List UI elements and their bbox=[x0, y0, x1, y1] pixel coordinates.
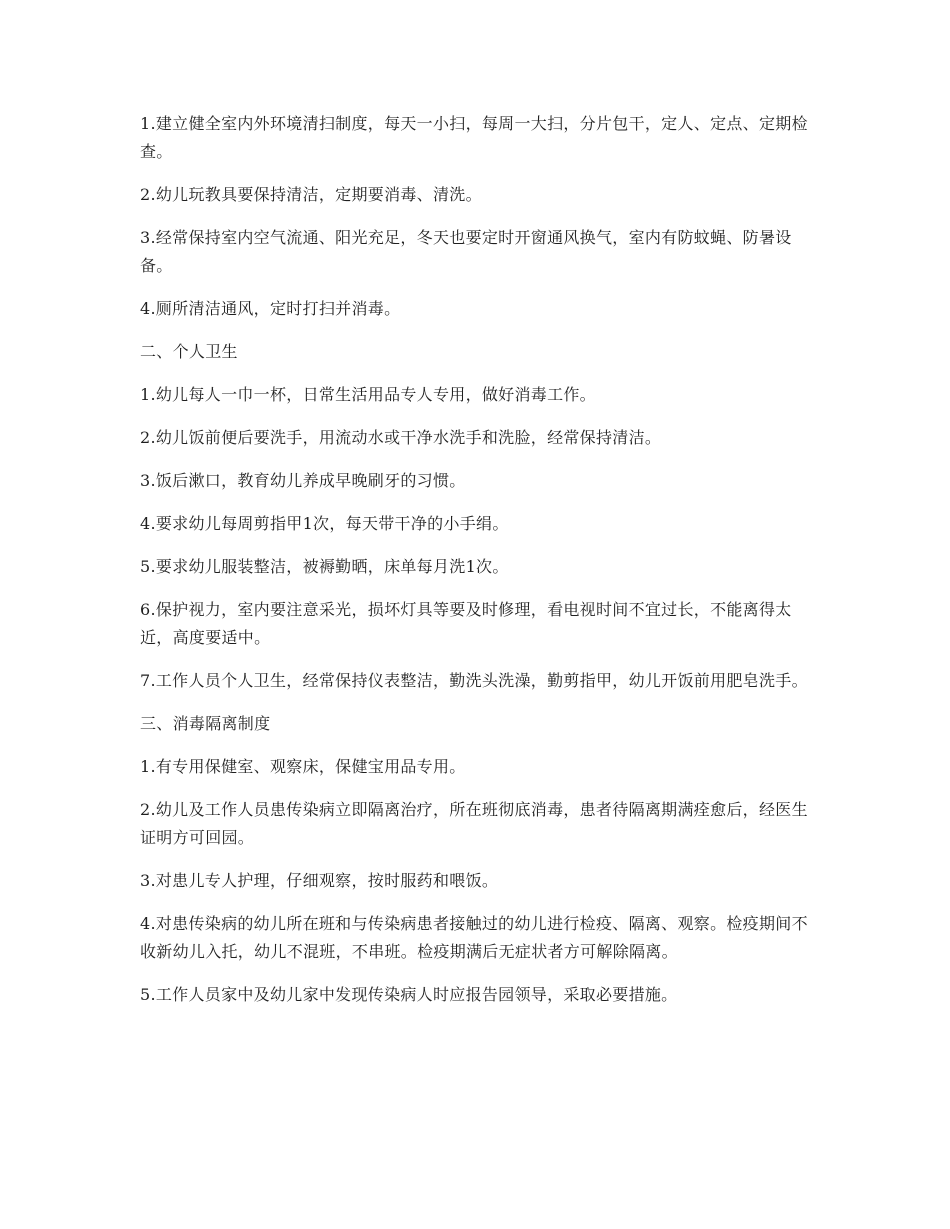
paragraph-1-3: 3.经常保持室内空气流通、阳光充足，冬天也要定时开窗通风换气，室内有防蚊蝇、防暑设备。 bbox=[140, 228, 792, 275]
paragraph-1-1: 1.建立健全室内外环境清扫制度，每天一小扫，每周一大扫，分片包干，定人、定点、定期检查。 bbox=[140, 114, 808, 161]
paragraph-1-2: 2.幼儿玩教具要保持清洁，定期要消毒、清洗。 bbox=[140, 185, 482, 204]
paragraph-3-4: 4.对患传染病的幼儿所在班和与传染病患者接触过的幼儿进行检疫、隔离、观察。检疫期间不收新幼儿入托，幼儿不混班，不串班。检疫期满后无症状者方可解除隔离。 bbox=[140, 914, 808, 961]
paragraph-1-4: 4.厕所清洁通风，定时打扫并消毒。 bbox=[140, 299, 401, 318]
paragraph-3-1: 1.有专用保健室、观察床，保健宝用品专用。 bbox=[140, 757, 466, 776]
paragraph-3-3: 3.对患儿专人护理，仔细观察，按时服药和喂饭。 bbox=[140, 871, 499, 890]
document-page bbox=[140, 110, 808, 1024]
paragraph-2-2: 2.幼儿饭前便后要洗手，用流动水或干净水洗手和洗脸，经常保持清洁。 bbox=[140, 428, 662, 447]
paragraph-2-4: 4.要求幼儿每周剪指甲1次，每天带干净的小手绢。 bbox=[140, 514, 509, 533]
section-heading-disinfection-isolation: 三、消毒隔离制度 bbox=[140, 714, 271, 733]
paragraph-3-2: 2.幼儿及工作人员患传染病立即隔离治疗，所在班彻底消毒，患者待隔离期满痊愈后，经医生证明方可回园。 bbox=[140, 800, 808, 847]
paragraph-2-1: 1.幼儿每人一巾一杯，日常生活用品专人专用，做好消毒工作。 bbox=[140, 385, 596, 404]
paragraph-3-5: 5.工作人员家中及幼儿家中发现传染病人时应报告园领导，采取必要措施。 bbox=[140, 985, 678, 1004]
paragraph-2-3: 3.饭后漱口，教育幼儿养成早晚刷牙的习惯。 bbox=[140, 471, 466, 490]
section-heading-personal-hygiene: 二、个人卫生 bbox=[140, 342, 238, 361]
paragraph-2-6: 6.保护视力，室内要注意采光，损坏灯具等要及时修理，看电视时间不宜过长，不能离得太近，高度要适中。 bbox=[140, 600, 792, 647]
paragraph-2-5: 5.要求幼儿服装整洁，被褥勤晒，床单每月洗1次。 bbox=[140, 557, 509, 576]
paragraph-2-7: 7.工作人员个人卫生，经常保持仪表整洁，勤洗头洗澡，勤剪指甲，幼儿开饭前用肥皂洗手。 bbox=[140, 671, 808, 690]
